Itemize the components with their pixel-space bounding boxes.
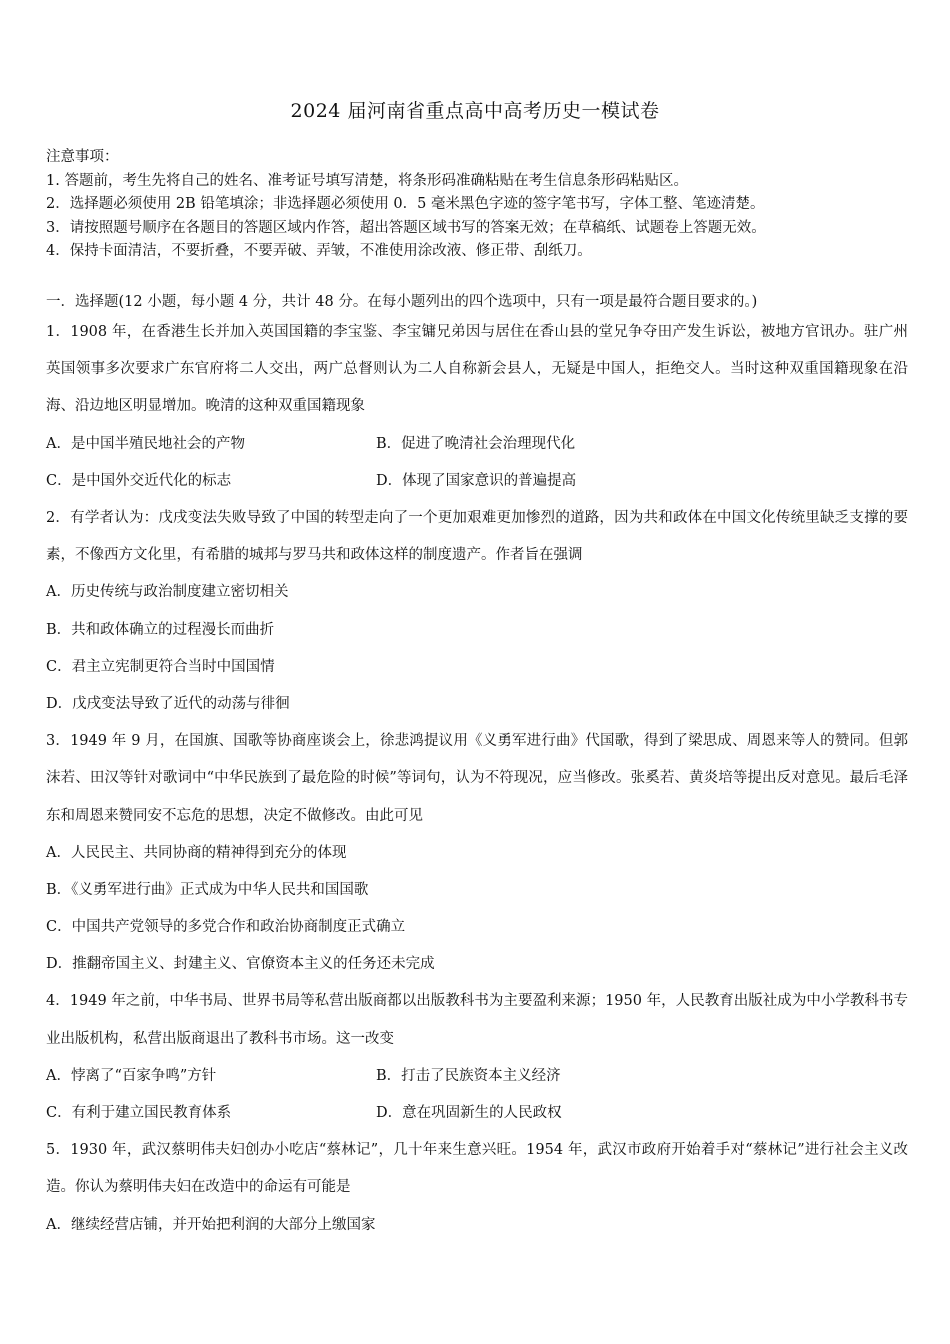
option-q1-c: C．是中国外交近代化的标志: [46, 472, 232, 489]
question-stem-3: 3．1949 年 9 月，在国旗、国歌等协商座谈会上，徐悲鸿提议用《义勇军进行曲》代国歌，得到了梁思成、周恩来等人的赞同。但郭沫若、田汉等针对歌词中“中华民族到了最危险的时候”等词句，认为不符现况，应当修改。张奚若、黄炎培等提出反对意见。最后毛泽东和周恩来赞同安不忘危的思想，决定不做修改。由此可见: [46, 733, 908, 824]
option-row: [46, 1058, 908, 1095]
option-q4-a: A．悖离了“百家争鸣”方针: [46, 1067, 217, 1084]
option-row: [46, 463, 908, 500]
option-q3-b: B．《义勇军进行曲》正式成为中华人民共和国国歌: [46, 881, 369, 898]
option-q2-c: C．君主立宪制更符合当时中国国情: [46, 658, 275, 675]
option-q1-a: A．是中国半殖民地社会的产物: [46, 435, 245, 452]
question-stem-1: 1．1908 年，在香港生长并加入英国国籍的李宝鉴、李宝镛兄弟因与居住在香山县的堂兄争夺田产发生诉讼，被地方官讯办。驻广州英国领事多次要求广东官府将二人交出，两广总督则认为二人自称新会县人，无疑是中国人，拒绝交人。当时这种双重国籍现象在沿海、沿边地区明显增加。晚清的这种双重国籍现象: [46, 324, 908, 415]
option-q1-b: B．促进了晚清社会治理现代化: [376, 435, 576, 452]
option-q3-c: C．中国共产党领导的多党合作和政治协商制度正式确立: [46, 919, 406, 936]
notice-block: [46, 146, 916, 264]
option-q2-a: A．历史传统与政治制度建立密切相关: [46, 584, 289, 601]
notice-heading: 注意事项：: [46, 149, 119, 165]
option-q2-d: D．戊戌变法导致了近代的动荡与徘徊: [46, 695, 290, 712]
notice-item: 1. 答题前，考生先将自己的姓名、准考证号填写清楚，将条形码准确粘贴在考生信息条形码粘贴区。: [46, 172, 688, 189]
option-q3-a: A．人民民主、共同协商的精神得到充分的体现: [46, 844, 347, 861]
option-q2-b: B．共和政体确立的过程漫长而曲折: [46, 621, 275, 638]
option-row: [46, 426, 908, 463]
notice-item: 3．请按照题号顺序在各题目的答题区域内作答，超出答题区域书写的答案无效；在草稿纸、试题卷上答题无效。: [46, 219, 766, 236]
option-q3-d: D．推翻帝国主义、封建主义、官僚资本主义的任务还未完成: [46, 956, 435, 973]
section-header: 一．选择题(12 小题，每小题 4 分，共计 48 分。在每小题列出的四个选项中，只有一项是最符合题目要求的。): [46, 294, 758, 310]
option-q1-d: D．体现了国家意识的普遍提高: [376, 472, 577, 489]
option-q4-d: D．意在巩固新生的人民政权: [376, 1105, 562, 1122]
exam-body: [46, 290, 908, 1244]
option-row: [46, 1095, 908, 1132]
notice-item: 2．选择题必须使用 2B 铅笔填涂；非选择题必须使用 0．5 毫米黑色字迹的签字笔书写，字体工整、笔迹清楚。: [46, 196, 765, 212]
exam-title: 2024 届河南省重点高中高考历史一模试卷: [290, 100, 660, 122]
question-stem-5: 5．1930 年，武汉蔡明伟夫妇创办小吃店“蔡林记”，几十年来生意兴旺。1954 年，武汉市政府开始着手对“蔡林记”进行社会主义改造。你认为蔡明伟夫妇在改造中的命运有可能是: [46, 1142, 908, 1196]
notice-item: 4．保持卡面清洁，不要折叠，不要弄破、弄皱，不准使用涂改液、修正带、刮纸刀。: [46, 243, 592, 259]
option-q4-b: B．打击了民族资本主义经济: [376, 1067, 561, 1084]
question-stem-2: 2．有学者认为：戊戌变法失败导致了中国的转型走向了一个更加艰难更加惨烈的道路，因为共和政体在中国文化传统里缺乏支撑的要素，不像西方文化里，有希腊的城邦与罗马共和政体这样的制度遗产。作者旨在强调: [46, 509, 908, 564]
option-q4-c: C．有利于建立国民教育体系: [46, 1105, 232, 1122]
question-stem-4: 4．1949 年之前，中华书局、世界书局等私营出版商都以出版教科书为主要盈利来源；1950 年，人民教育出版社成为中小学教科书专业出版机构，私营出版商退出了教科书市场。这一改变: [46, 993, 908, 1047]
option-q5-a: A．继续经营店铺，并开始把利润的大部分上缴国家: [46, 1216, 376, 1233]
